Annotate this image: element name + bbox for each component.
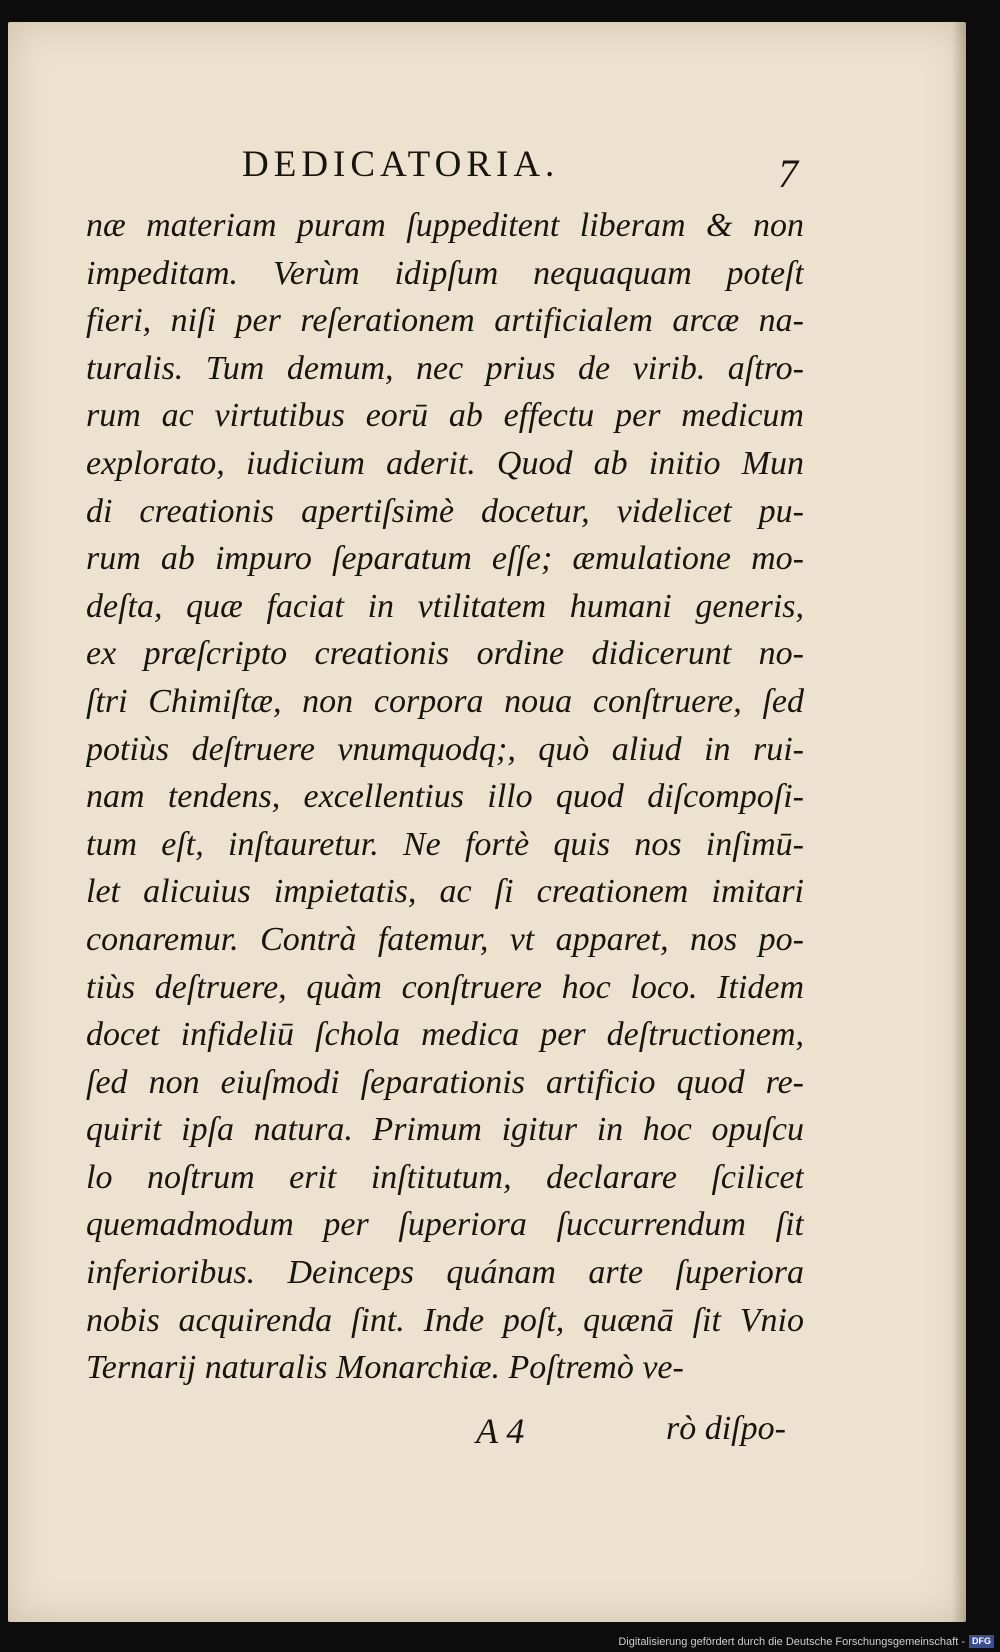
funding-banner [618, 1635, 994, 1648]
text-line: impeditam. Verùm idipſum nequaquam poteſt [86, 254, 804, 292]
text-line: inferioribus. Deinceps quánam arte ſuperiora [86, 1254, 804, 1292]
text-line: rum ac virtutibus eorū ab effectu per medicum [86, 397, 804, 435]
text-line: nam tendens, excellentius illo quod diſcompoſi- [86, 778, 804, 816]
text-line: conaremur. Contrà fatemur, vt apparet, nos po- [86, 920, 804, 958]
text-line: potiùs deſtruere vnumquodq;, quò aliud in rui- [86, 730, 804, 768]
text-line: tum eſt, inſtauretur. Ne fortè quis nos inſimū- [86, 825, 804, 863]
dfg-logo: DFG [969, 1635, 994, 1648]
text-line: lo noſtrum erit inſtitutum, declarare ſcilicet [86, 1158, 804, 1196]
book-page [8, 22, 966, 1622]
body-text [86, 202, 804, 1392]
text-line: docet infideliū ſchola medica per deſtructionem, [86, 1016, 804, 1054]
page-number: 7 [778, 151, 798, 196]
text-line: næ materiam puram ſuppeditent liberam & non [86, 207, 804, 244]
text-line: Ternarij naturalis Monarchiæ. Poſtremò ve- [86, 1349, 684, 1387]
text-line: turalis. Tum demum, nec prius de virib. aſtro- [86, 349, 804, 387]
text-line: rum ab impuro ſeparatum eſſe; æmulatione mo- [86, 540, 804, 578]
text-line: quirit ipſa natura. Primum igitur in hoc opuſcu [86, 1111, 804, 1149]
text-line: ſtri Chimiſtæ, non corpora noua conſtruere, ſed [86, 682, 804, 720]
text-line: di creationis apertiſsimè docetur, videlicet pu- [86, 492, 804, 530]
signature-mark: A 4 [476, 1411, 525, 1451]
text-line: ex præſcripto creationis ordine didicerunt no- [86, 635, 804, 673]
text-line: nobis acquirenda ſint. Inde poſt, quænā ſit Vnio [86, 1301, 804, 1339]
text-line: tiùs deſtruere, quàm conſtruere hoc loco. Itidem [86, 968, 804, 1006]
text-line: quemadmodum per ſuperiora ſuccurrendum ſit [86, 1206, 804, 1244]
funding-text: Digitalisierung gefördert durch die Deutsche Forschungsgemeinschaft - [618, 1635, 965, 1648]
catchword: rò diſpo- [666, 1410, 786, 1447]
text-line: let alicuius impietatis, ac ſi creationem imitari [86, 873, 804, 911]
text-line: ſed non eiuſmodi ſeparationis artificio quod re- [86, 1063, 804, 1101]
text-line: explorato, iudicium aderit. Quod ab initio Mun [86, 444, 804, 482]
text-line: fieri, niſi per reſerationem artificialem arcæ na- [86, 302, 804, 340]
page-footer [86, 1410, 804, 1458]
text-line: deſta, quæ faciat in vtilitatem humani generis, [86, 587, 804, 625]
running-head: DEDICATORIA. [242, 144, 560, 185]
